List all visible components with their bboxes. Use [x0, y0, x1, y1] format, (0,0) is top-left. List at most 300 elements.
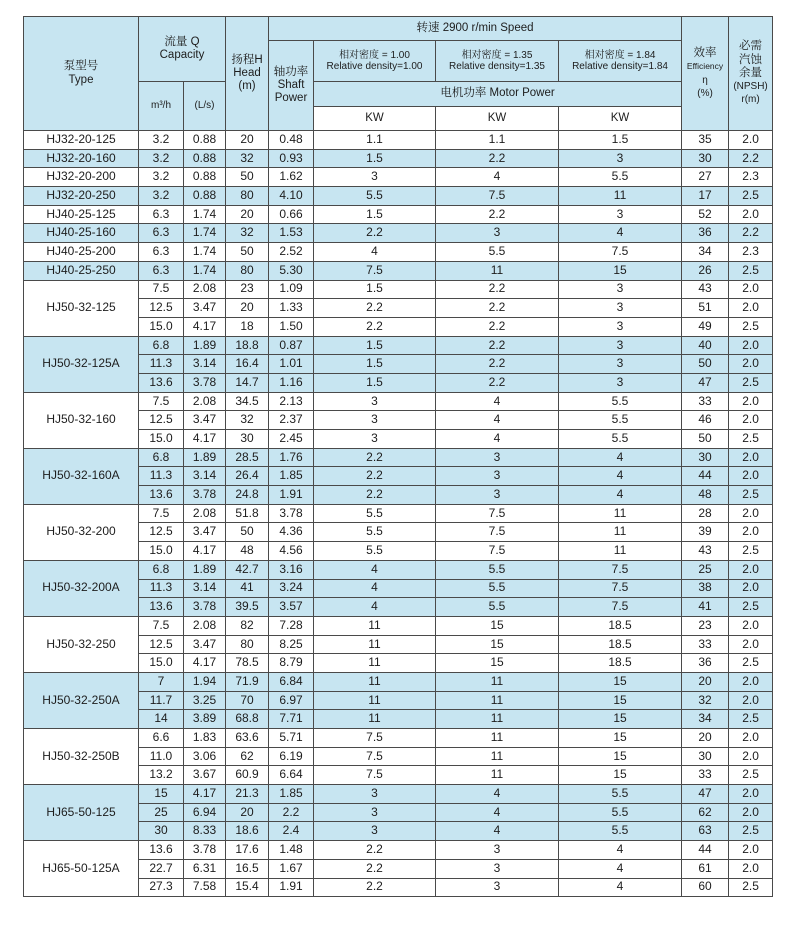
capacity-ls-cell: 1.94	[184, 672, 226, 691]
capacity-ls-cell: 1.89	[184, 336, 226, 355]
motor-power-rd100-cell: 2.2	[314, 486, 436, 505]
head-cell: 24.8	[226, 486, 269, 505]
motor-power-rd100-cell: 2.2	[314, 878, 436, 897]
motor-power-rd100-cell: 1.5	[314, 336, 436, 355]
motor-power-rd135-cell: 4	[436, 168, 559, 187]
shaft-power-cell: 8.79	[269, 654, 314, 673]
pump-type-cell: HJ50-32-160	[24, 392, 139, 448]
efficiency-cell: 30	[682, 747, 729, 766]
pump-type-cell: HJ50-32-200A	[24, 560, 139, 616]
shaft-power-cell: 5.30	[269, 261, 314, 280]
shaft-power-cell: 0.66	[269, 205, 314, 224]
head-cell: 14.7	[226, 373, 269, 392]
shaft-power-cell: 1.09	[269, 280, 314, 299]
head-cell: 48	[226, 542, 269, 561]
motor-power-rd100-cell: 1.5	[314, 355, 436, 374]
motor-power-rd100-cell: 2.2	[314, 317, 436, 336]
motor-power-rd135-cell: 5.5	[436, 598, 559, 617]
efficiency-cell: 28	[682, 504, 729, 523]
motor-power-rd100-cell: 3	[314, 785, 436, 804]
capacity-ls-cell: 7.58	[184, 878, 226, 897]
efficiency-cell: 43	[682, 280, 729, 299]
motor-power-rd135-cell: 7.5	[436, 504, 559, 523]
capacity-ls-cell: 0.88	[184, 149, 226, 168]
npsh-cell: 2.0	[729, 467, 773, 486]
head-cell: 18	[226, 317, 269, 336]
table-row	[24, 131, 773, 150]
shaft-power-cell: 3.78	[269, 504, 314, 523]
motor-power-rd135-cell: 4	[436, 392, 559, 411]
capacity-m3h-cell: 3.2	[139, 131, 184, 150]
efficiency-cell: 61	[682, 859, 729, 878]
capacity-m3h-cell: 15	[139, 785, 184, 804]
motor-power-rd184-cell: 5.5	[559, 168, 682, 187]
motor-power-rd135-cell: 2.2	[436, 336, 559, 355]
capacity-m3h-cell: 25	[139, 803, 184, 822]
capacity-m3h-cell: 22.7	[139, 859, 184, 878]
shaft-power-cell: 5.71	[269, 729, 314, 748]
pump-type-cell: HJ65-50-125A	[24, 841, 139, 897]
table-header	[24, 17, 773, 131]
head-cell: 15.4	[226, 878, 269, 897]
shaft-power-cell: 2.45	[269, 430, 314, 449]
efficiency-cell: 35	[682, 131, 729, 150]
shaft-power-cell: 8.25	[269, 635, 314, 654]
shaft-power-cell: 1.50	[269, 317, 314, 336]
capacity-ls-cell: 4.17	[184, 317, 226, 336]
shaft-power-cell: 7.71	[269, 710, 314, 729]
motor-power-rd184-cell: 4	[559, 467, 682, 486]
capacity-header: 流量 Q Capacity	[139, 17, 226, 82]
head-cell: 78.5	[226, 654, 269, 673]
motor-power-rd100-cell: 1.5	[314, 280, 436, 299]
efficiency-cell: 33	[682, 766, 729, 785]
motor-power-rd135-cell: 4	[436, 803, 559, 822]
pump-type-cell: HJ50-32-125	[24, 280, 139, 336]
head-cell: 80	[226, 635, 269, 654]
pump-type-cell: HJ32-20-125	[24, 131, 139, 150]
npsh-cell: 2.0	[729, 448, 773, 467]
motor-power-rd184-cell: 4	[559, 224, 682, 243]
motor-power-rd100-cell: 7.5	[314, 766, 436, 785]
pump-type-cell: HJ50-32-250A	[24, 672, 139, 728]
head-cell: 18.8	[226, 336, 269, 355]
head-cell: 68.8	[226, 710, 269, 729]
npsh-cell: 2.0	[729, 785, 773, 804]
capacity-m3h-cell: 14	[139, 710, 184, 729]
motor-power-rd184-cell: 4	[559, 486, 682, 505]
shaft-power-cell: 2.37	[269, 411, 314, 430]
shaft-power-cell: 2.13	[269, 392, 314, 411]
head-header: 扬程H Head (m)	[226, 17, 269, 131]
npsh-cell: 2.0	[729, 691, 773, 710]
motor-power-rd100-cell: 5.5	[314, 523, 436, 542]
npsh-cell: 2.5	[729, 261, 773, 280]
shaft-power-cell: 7.28	[269, 616, 314, 635]
motor-power-rd135-cell: 5.5	[436, 560, 559, 579]
npsh-cell: 2.0	[729, 560, 773, 579]
motor-power-rd184-cell: 5.5	[559, 822, 682, 841]
capacity-ls-cell: 1.74	[184, 243, 226, 262]
efficiency-cell: 36	[682, 654, 729, 673]
motor-power-rd100-cell: 1.5	[314, 373, 436, 392]
efficiency-cell: 20	[682, 729, 729, 748]
head-cell: 70	[226, 691, 269, 710]
capacity-ls-cell: 0.88	[184, 168, 226, 187]
motor-power-rd184-cell: 11	[559, 504, 682, 523]
motor-power-rd184-cell: 3	[559, 280, 682, 299]
efficiency-cell: 30	[682, 149, 729, 168]
motor-power-rd184-cell: 3	[559, 336, 682, 355]
motor-power-rd135-cell: 15	[436, 654, 559, 673]
efficiency-cell: 38	[682, 579, 729, 598]
capacity-m3h-cell: 30	[139, 822, 184, 841]
capacity-ls-cell: 2.08	[184, 280, 226, 299]
motor-power-rd184-cell: 18.5	[559, 654, 682, 673]
motor-power-rd135-cell: 3	[436, 841, 559, 860]
motor-power-rd184-cell: 4	[559, 841, 682, 860]
motor-power-rd135-cell: 2.2	[436, 280, 559, 299]
motor-power-rd100-cell: 2.2	[314, 224, 436, 243]
capacity-ls-cell: 2.08	[184, 392, 226, 411]
efficiency-cell: 26	[682, 261, 729, 280]
capacity-m3h-cell: 13.6	[139, 486, 184, 505]
capacity-ls-cell: 3.06	[184, 747, 226, 766]
table-row	[24, 448, 773, 467]
capacity-m3h-cell: 6.8	[139, 336, 184, 355]
npsh-cell: 2.0	[729, 859, 773, 878]
capacity-ls-cell: 4.17	[184, 785, 226, 804]
head-cell: 50	[226, 243, 269, 262]
capacity-ls-cell: 4.17	[184, 654, 226, 673]
motor-power-rd135-cell: 3	[436, 859, 559, 878]
motor-power-rd184-cell: 15	[559, 691, 682, 710]
efficiency-cell: 33	[682, 392, 729, 411]
npsh-cell: 2.5	[729, 766, 773, 785]
shaft-power-cell: 3.24	[269, 579, 314, 598]
capacity-m3h-cell: 3.2	[139, 149, 184, 168]
capacity-ls-cell: 1.74	[184, 224, 226, 243]
motor-power-rd100-cell: 5.5	[314, 187, 436, 206]
efficiency-cell: 39	[682, 523, 729, 542]
capacity-m3h-cell: 6.3	[139, 205, 184, 224]
npsh-cell: 2.0	[729, 729, 773, 748]
kw-header: KW	[436, 107, 559, 131]
capacity-ls-cell: 3.14	[184, 579, 226, 598]
head-cell: 50	[226, 168, 269, 187]
capacity-m3h-cell: 7.5	[139, 392, 184, 411]
efficiency-cell: 50	[682, 430, 729, 449]
head-cell: 42.7	[226, 560, 269, 579]
head-cell: 34.5	[226, 392, 269, 411]
motor-power-rd135-cell: 4	[436, 822, 559, 841]
capacity-m3h-cell: 7.5	[139, 616, 184, 635]
capacity-ls-cell: 3.14	[184, 467, 226, 486]
relative-density-2-header: 相对密度 = 1.35 Relative density=1.35	[436, 41, 559, 82]
shaft-power-cell: 1.91	[269, 486, 314, 505]
npsh-cell: 2.0	[729, 299, 773, 318]
capacity-ls-cell: 4.17	[184, 430, 226, 449]
capacity-m3h-cell: 15.0	[139, 654, 184, 673]
motor-power-rd100-cell: 1.5	[314, 149, 436, 168]
pump-type-cell: HJ50-32-200	[24, 504, 139, 560]
efficiency-cell: 41	[682, 598, 729, 617]
motor-power-rd184-cell: 7.5	[559, 243, 682, 262]
npsh-cell: 2.0	[729, 803, 773, 822]
capacity-m3h-cell: 15.0	[139, 430, 184, 449]
npsh-cell: 2.5	[729, 486, 773, 505]
motor-power-rd184-cell: 3	[559, 355, 682, 374]
shaft-power-cell: 6.84	[269, 672, 314, 691]
efficiency-cell: 25	[682, 560, 729, 579]
motor-power-rd100-cell: 4	[314, 598, 436, 617]
capacity-m3h-cell: 12.5	[139, 635, 184, 654]
shaft-power-cell: 1.76	[269, 448, 314, 467]
shaft-power-cell: 0.87	[269, 336, 314, 355]
table-row	[24, 243, 773, 262]
capacity-ls-cell: 1.74	[184, 261, 226, 280]
capacity-ls-cell: 3.78	[184, 598, 226, 617]
capacity-ls-cell: 3.47	[184, 523, 226, 542]
efficiency-cell: 40	[682, 336, 729, 355]
motor-power-rd100-cell: 4	[314, 579, 436, 598]
capacity-ls-cell: 2.08	[184, 616, 226, 635]
capacity-ls-cell: 2.08	[184, 504, 226, 523]
table-row	[24, 224, 773, 243]
head-cell: 32	[226, 224, 269, 243]
head-cell: 20	[226, 131, 269, 150]
motor-power-rd135-cell: 11	[436, 691, 559, 710]
shaft-power-cell: 2.4	[269, 822, 314, 841]
efficiency-cell: 43	[682, 542, 729, 561]
efficiency-cell: 50	[682, 355, 729, 374]
motor-power-rd184-cell: 5.5	[559, 803, 682, 822]
pump-type-cell: HJ40-25-200	[24, 243, 139, 262]
table-row	[24, 729, 773, 748]
shaft-power-cell: 6.19	[269, 747, 314, 766]
shaft-power-cell: 2.52	[269, 243, 314, 262]
motor-power-rd184-cell: 5.5	[559, 785, 682, 804]
shaft-power-cell: 1.85	[269, 467, 314, 486]
capacity-m3h-cell: 11.0	[139, 747, 184, 766]
pump-type-cell: HJ40-25-125	[24, 205, 139, 224]
capacity-m3h-cell: 3.2	[139, 187, 184, 206]
head-cell: 32	[226, 411, 269, 430]
npsh-header: 必需 汽蚀 余量 (NPSH) r(m)	[729, 17, 773, 131]
head-cell: 28.5	[226, 448, 269, 467]
capacity-m3h-cell: 11.3	[139, 467, 184, 486]
type-header: 泵型号 Type	[24, 17, 139, 131]
efficiency-cell: 23	[682, 616, 729, 635]
motor-power-rd135-cell: 4	[436, 785, 559, 804]
head-cell: 62	[226, 747, 269, 766]
shaft-power-cell: 4.10	[269, 187, 314, 206]
motor-power-rd135-cell: 4	[436, 430, 559, 449]
motor-power-rd184-cell: 4	[559, 448, 682, 467]
shaft-power-cell: 1.53	[269, 224, 314, 243]
capacity-m3h-cell: 15.0	[139, 542, 184, 561]
head-cell: 23	[226, 280, 269, 299]
npsh-cell: 2.0	[729, 747, 773, 766]
capacity-m3h-cell: 6.3	[139, 224, 184, 243]
motor-power-rd184-cell: 3	[559, 317, 682, 336]
table-body	[24, 131, 773, 897]
pump-type-cell: HJ65-50-125	[24, 785, 139, 841]
motor-power-rd135-cell: 7.5	[436, 187, 559, 206]
motor-power-rd100-cell: 2.2	[314, 467, 436, 486]
capacity-m3h-cell: 7	[139, 672, 184, 691]
efficiency-cell: 47	[682, 373, 729, 392]
motor-power-rd184-cell: 5.5	[559, 392, 682, 411]
capacity-m3h-cell: 13.6	[139, 373, 184, 392]
npsh-cell: 2.5	[729, 710, 773, 729]
capacity-ls-cell: 8.33	[184, 822, 226, 841]
npsh-cell: 2.5	[729, 878, 773, 897]
capacity-m3h-cell: 11.3	[139, 579, 184, 598]
motor-power-rd100-cell: 2.2	[314, 448, 436, 467]
table-row	[24, 560, 773, 579]
efficiency-cell: 44	[682, 467, 729, 486]
head-cell: 17.6	[226, 841, 269, 860]
motor-power-rd100-cell: 2.2	[314, 859, 436, 878]
capacity-m3h-cell: 7.5	[139, 280, 184, 299]
motor-power-rd184-cell: 11	[559, 542, 682, 561]
efficiency-cell: 27	[682, 168, 729, 187]
capacity-m3h-cell: 6.3	[139, 261, 184, 280]
npsh-cell: 2.3	[729, 168, 773, 187]
head-cell: 39.5	[226, 598, 269, 617]
shaft-power-cell: 6.64	[269, 766, 314, 785]
table-row	[24, 841, 773, 860]
efficiency-cell: 33	[682, 635, 729, 654]
capacity-m3h-cell: 13.6	[139, 841, 184, 860]
motor-power-rd184-cell: 15	[559, 710, 682, 729]
capacity-ls-cell: 3.47	[184, 411, 226, 430]
shaft-power-cell: 1.91	[269, 878, 314, 897]
motor-power-rd100-cell: 11	[314, 654, 436, 673]
motor-power-rd135-cell: 2.2	[436, 299, 559, 318]
relative-density-3-header: 相对密度 = 1.84 Relative density=1.84	[559, 41, 682, 82]
capacity-m3h-cell: 6.8	[139, 560, 184, 579]
capacity-m3h-cell: 12.5	[139, 523, 184, 542]
motor-power-rd135-cell: 3	[436, 224, 559, 243]
efficiency-cell: 62	[682, 803, 729, 822]
efficiency-cell: 48	[682, 486, 729, 505]
head-cell: 26.4	[226, 467, 269, 486]
efficiency-cell: 60	[682, 878, 729, 897]
motor-power-rd184-cell: 4	[559, 878, 682, 897]
kw-header: KW	[559, 107, 682, 131]
motor-power-rd100-cell: 11	[314, 616, 436, 635]
npsh-cell: 2.0	[729, 579, 773, 598]
capacity-m3h-cell: 12.5	[139, 299, 184, 318]
npsh-cell: 2.0	[729, 336, 773, 355]
npsh-cell: 2.0	[729, 280, 773, 299]
capacity-ls-cell: 3.47	[184, 299, 226, 318]
npsh-cell: 2.0	[729, 841, 773, 860]
motor-power-rd135-cell: 11	[436, 672, 559, 691]
shaft-power-cell: 1.67	[269, 859, 314, 878]
head-cell: 20	[226, 299, 269, 318]
motor-power-rd135-cell: 15	[436, 635, 559, 654]
table-row	[24, 785, 773, 804]
shaft-power-cell: 3.16	[269, 560, 314, 579]
motor-power-rd135-cell: 5.5	[436, 579, 559, 598]
motor-power-rd100-cell: 5.5	[314, 504, 436, 523]
pump-performance-table	[23, 16, 773, 897]
capacity-m3h-cell: 7.5	[139, 504, 184, 523]
efficiency-cell: 20	[682, 672, 729, 691]
motor-power-rd135-cell: 3	[436, 448, 559, 467]
head-cell: 51.8	[226, 504, 269, 523]
motor-power-rd184-cell: 15	[559, 729, 682, 748]
shaft-power-cell: 1.16	[269, 373, 314, 392]
motor-power-rd100-cell: 3	[314, 822, 436, 841]
motor-power-rd100-cell: 7.5	[314, 747, 436, 766]
head-cell: 30	[226, 430, 269, 449]
table-row	[24, 187, 773, 206]
efficiency-cell: 52	[682, 205, 729, 224]
capacity-ls-cell: 3.47	[184, 635, 226, 654]
motor-power-rd100-cell: 3	[314, 168, 436, 187]
table-row	[24, 392, 773, 411]
pump-type-cell: HJ50-32-250B	[24, 729, 139, 785]
motor-power-rd184-cell: 5.5	[559, 430, 682, 449]
pump-type-cell: HJ50-32-160A	[24, 448, 139, 504]
motor-power-rd100-cell: 7.5	[314, 729, 436, 748]
capacity-m3h-cell: 13.2	[139, 766, 184, 785]
table-row	[24, 336, 773, 355]
npsh-cell: 2.5	[729, 654, 773, 673]
shaft-power-header: 轴功率 Shaft Power	[269, 41, 314, 131]
pump-type-cell: HJ32-20-200	[24, 168, 139, 187]
motor-power-rd184-cell: 18.5	[559, 616, 682, 635]
table-row	[24, 168, 773, 187]
head-cell: 18.6	[226, 822, 269, 841]
motor-power-rd184-cell: 7.5	[559, 560, 682, 579]
efficiency-cell: 51	[682, 299, 729, 318]
efficiency-cell: 36	[682, 224, 729, 243]
motor-power-rd135-cell: 11	[436, 747, 559, 766]
head-cell: 50	[226, 523, 269, 542]
shaft-power-cell: 1.33	[269, 299, 314, 318]
efficiency-header: 效率 Efficiency η (%)	[682, 17, 729, 131]
motor-power-rd100-cell: 3	[314, 430, 436, 449]
capacity-ls-cell: 3.89	[184, 710, 226, 729]
motor-power-rd100-cell: 1.5	[314, 205, 436, 224]
npsh-cell: 2.5	[729, 542, 773, 561]
shaft-power-cell: 1.48	[269, 841, 314, 860]
capacity-ls-cell: 0.88	[184, 131, 226, 150]
efficiency-cell: 44	[682, 841, 729, 860]
head-cell: 21.3	[226, 785, 269, 804]
motor-power-rd184-cell: 1.5	[559, 131, 682, 150]
table-row	[24, 616, 773, 635]
motor-power-rd135-cell: 3	[436, 486, 559, 505]
efficiency-cell: 32	[682, 691, 729, 710]
head-cell: 80	[226, 187, 269, 206]
unit-m3h-header: m³/h	[139, 82, 184, 131]
capacity-m3h-cell: 15.0	[139, 317, 184, 336]
efficiency-cell: 46	[682, 411, 729, 430]
motor-power-rd184-cell: 4	[559, 859, 682, 878]
motor-power-rd184-cell: 15	[559, 261, 682, 280]
capacity-m3h-cell: 3.2	[139, 168, 184, 187]
capacity-ls-cell: 3.78	[184, 486, 226, 505]
capacity-ls-cell: 3.14	[184, 355, 226, 374]
motor-power-rd100-cell: 2.2	[314, 841, 436, 860]
capacity-ls-cell: 1.89	[184, 560, 226, 579]
